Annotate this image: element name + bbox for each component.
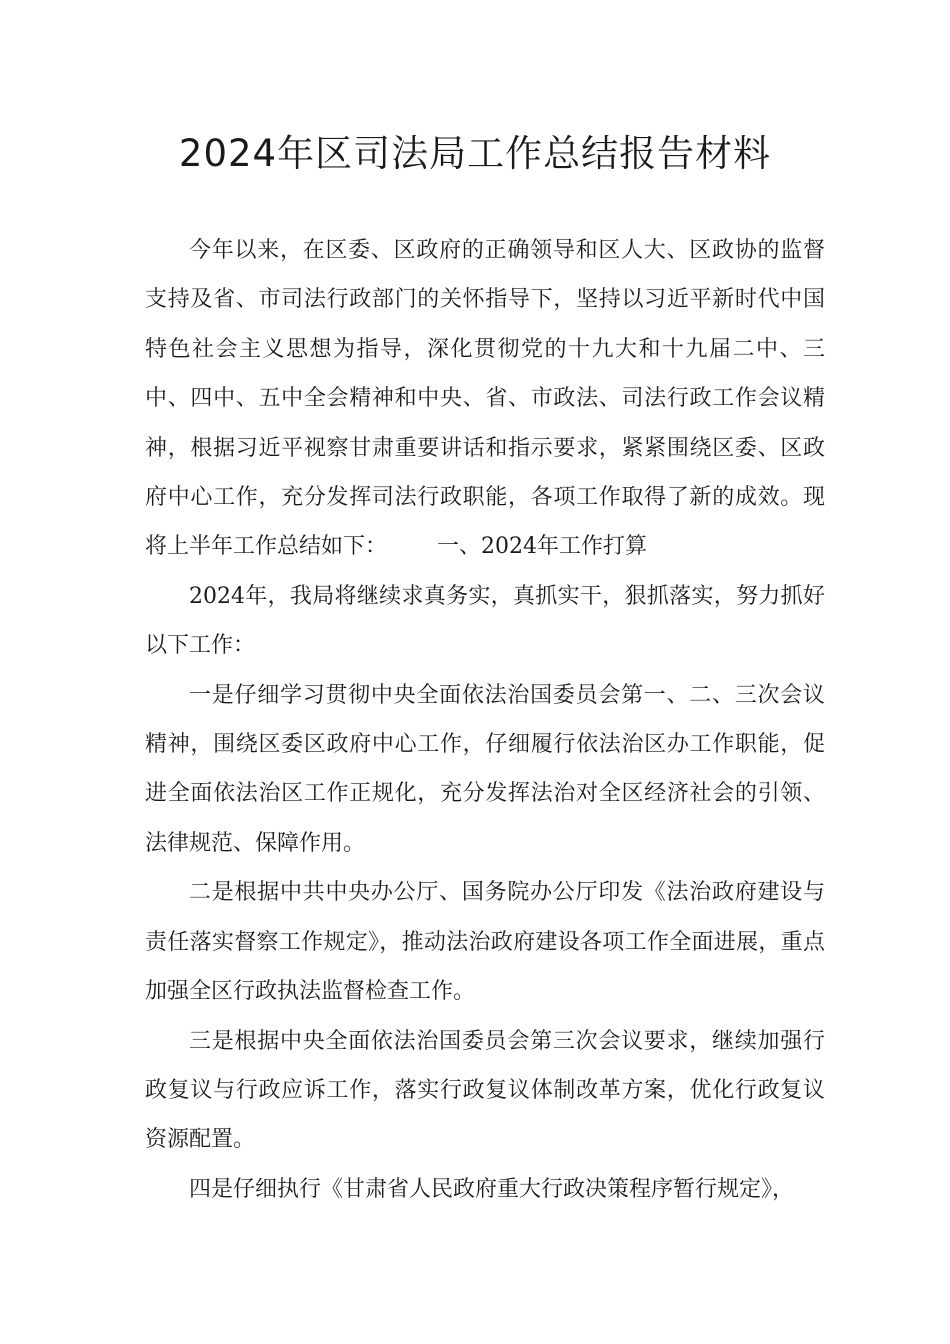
paragraph-item-3: 三是根据中央全面依法治国委员会第三次会议要求，继续加强行政复议与行政应诉工作，落实行政复议体制改革方案，优化行政复议资源配置。 — [145, 1028, 825, 1153]
paragraph-item-1: 一是仔细学习贯彻中央全面依法治国委员会第一、二、三次会议精神，围绕区委区政府中心工作，仔细履行依法治区办工作职能，促进全面依法治区工作正规化，充分发挥法治对全区经济社会的引领、法律规范、保障作用。 — [145, 682, 825, 856]
intro-text: 今年以来，在区委、区政府的正确领导和区人大、区政协的监督支持及省、市司法行政部门的关怀指导下，坚持以习近平新时代中国特色社会主义思想为指导，深化贯彻党的十九大和十九届二中、三中、四中、五中全会精神和中央、省、市政法、司法行政工作会议精神，根据习近平视察甘肃重要讲话和指示要求，紧紧围绕区委、区政府中心工作，充分发挥司法行政职能，各项工作取得了新的成效。现将上半年工作总结如下： — [145, 238, 825, 560]
paragraph-item-2: 二是根据中共中央办公厅、国务院办公厅印发《法治政府建设与责任落实督察工作规定》，推动法治政府建设各项工作全面进展，重点加强全区行政执法监督检查工作。 — [145, 880, 825, 1005]
section-heading: 一、2024年工作打算 — [437, 534, 648, 560]
document-title: 2024年区司法局工作总结报告材料 — [178, 132, 772, 175]
intro-paragraph — [145, 226, 825, 572]
document-body — [145, 226, 825, 1214]
paragraph-item-4: 四是仔细执行《甘肃省人民政府重大行政决策程序暂行规定》， — [189, 1176, 795, 1202]
paragraph-plan: 2024年，我局将继续求真务实，真抓实干，狠抓落实，努力抓好以下工作： — [145, 583, 825, 659]
